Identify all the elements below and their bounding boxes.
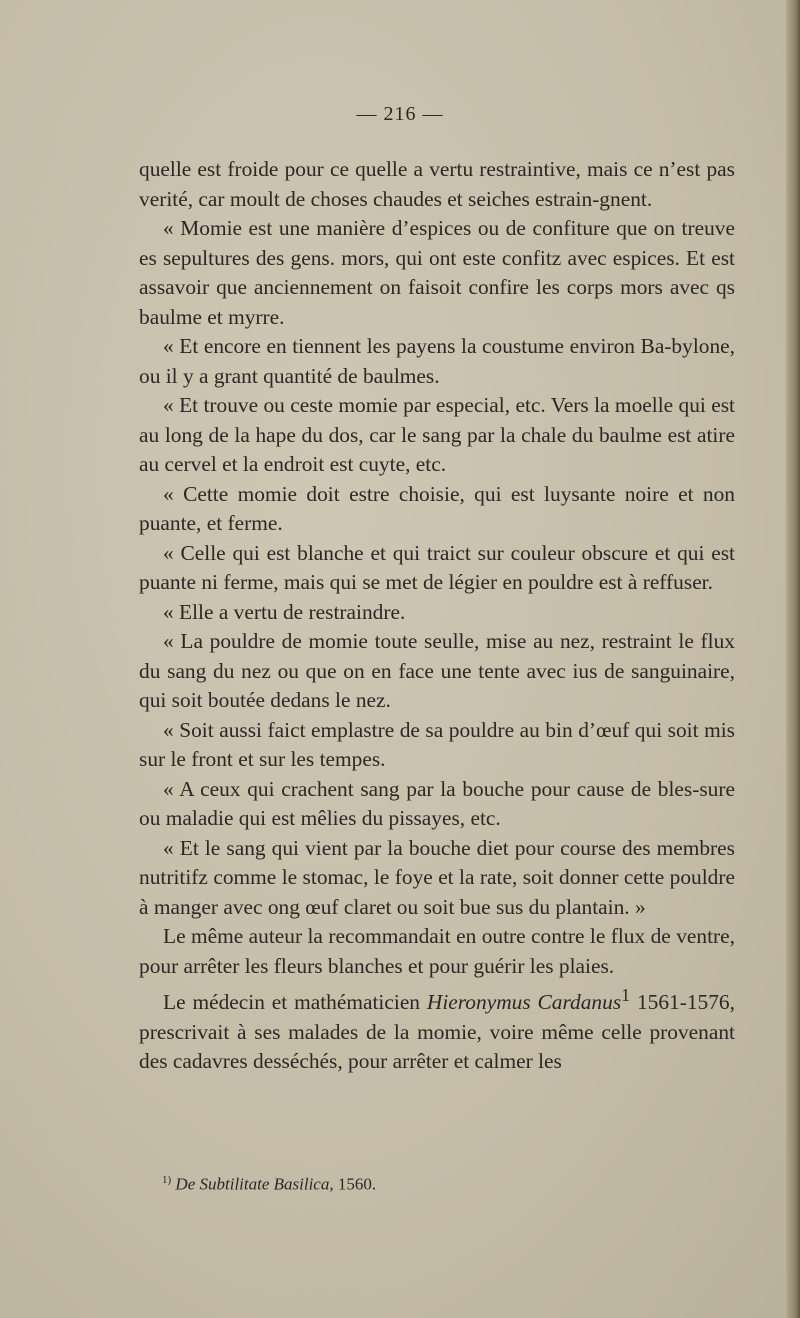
paragraph-0: quelle est froide pour ce quelle a vertu restraintive, mais ce n’est pas verité, car moult de choses chaudes et seiches estrain-gnent. — [139, 157, 735, 211]
paragraph-10: « Et le sang qui vient par la bouche diet pour course des membres nutritifz comme le stomac, le foye et la rate, soit donner cette pouldre à manger avec ong œuf claret ou soit bue sus du plantain. » — [139, 835, 735, 919]
paragraph-12 — [139, 981, 735, 1077]
page-number: — 216 — — [356, 103, 444, 125]
paragraph-12-after: 1561-1576, prescrivait à ses malades de la momie, voire même celle provenant des cadavres desséchés, pour arrêter et calmer les — [139, 990, 735, 1074]
author-name: Hieronymus Cardanus — [426, 990, 622, 1015]
footnote-marker: 1 — [621, 985, 631, 1005]
paragraph-4: « Cette momie doit estre choisie, qui est luysante noire et non puante, et ferme. — [139, 481, 735, 535]
paragraph-5: « Celle qui est blanche et qui traict sur couleur obscure et qui est puante ni ferme, mais qui se met de légier en pouldre est à reffuser. — [139, 540, 735, 594]
paragraph-11: Le même auteur la recommandait en outre contre le flux de ventre, pour arrêter les fleurs blanches et pour guérir les plaies. — [139, 924, 735, 978]
body-text — [139, 155, 735, 1077]
paragraph-12-before: Le médecin et mathématicien — [163, 990, 427, 1015]
page-edge — [786, 0, 800, 1318]
footnote-year: 1560. — [337, 1174, 377, 1194]
paragraph-1: « Momie est une manière d’espices ou de confiture que on treuve es sepultures des gens. mors, qui ont este confitz avec espices. Et est assavoir que anciennement on faisoit confire les corps mors avec qs baulme et myrre. — [139, 216, 735, 329]
paragraph-9: « A ceux qui crachent sang par la bouche pour cause de bles-sure ou maladie qui est mêlies du pissayes, etc. — [139, 776, 735, 830]
paragraph-6: « Elle a vertu de restraindre. — [163, 599, 406, 624]
footnote-number: 1) — [162, 1174, 172, 1186]
footnote-title: De Subtilitate Basilica, — [175, 1174, 334, 1194]
paragraph-8: « Soit aussi faict emplastre de sa pouldre au bin d’œuf qui soit mis sur le front et sur les tempes. — [139, 717, 735, 771]
paragraph-2: « Et encore en tiennent les payens la coustume environ Ba-bylone, ou il y a grant quantité de baulmes. — [139, 334, 735, 388]
footnote — [162, 1174, 722, 1195]
paragraph-7: « La pouldre de momie toute seulle, mise au nez, restraint le flux du sang du nez ou que on en face une tente avec ius de sanguinaire, qui soit boutée dedans le nez. — [139, 629, 735, 712]
paragraph-3: « Et trouve ou ceste momie par especial, etc. Vers la moelle qui est au long de la hape du dos, car le sang par la chale du baulme est atire au cervel et la endroit est cuyte, etc. — [139, 393, 735, 476]
